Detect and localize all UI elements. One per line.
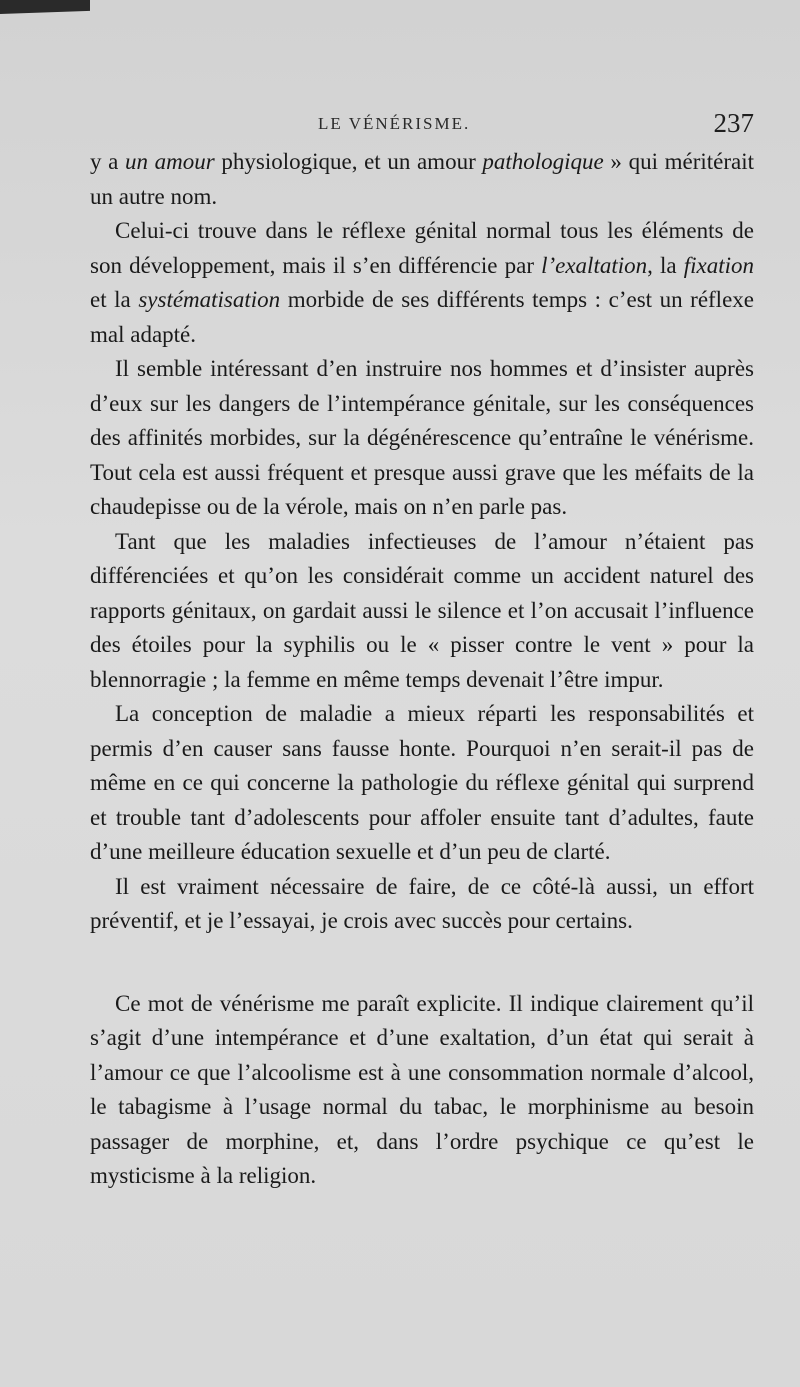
italic-run: fixation: [683, 252, 754, 278]
text-run: y a: [90, 149, 125, 174]
page-number: 237: [713, 108, 754, 138]
paragraph: [90, 352, 754, 525]
text-run: morbide de ses différents temps : c’est un réflexe mal adapté.: [90, 287, 754, 347]
italic-run: pathologique: [482, 149, 604, 174]
paragraph: [90, 987, 754, 1194]
italic-run: un amour: [125, 149, 215, 174]
italic-run: systématisation: [138, 287, 281, 312]
body-text: [90, 145, 754, 1194]
paragraph: [90, 697, 754, 870]
text-run: » qui méritérait un autre nom.: [90, 149, 755, 209]
paragraph: [90, 145, 754, 214]
paragraph: [90, 525, 754, 698]
italic-run: l’exaltation: [541, 252, 648, 278]
running-head: [0, 108, 800, 142]
running-title: LE VÉNÉRISME.: [318, 114, 471, 133]
text-run: physiologique, et un amour: [214, 149, 483, 174]
text-run: Celui-ci trouve dans le réflexe génital normal tous les éléments de son développement, mais il s’en différencie par: [90, 218, 754, 278]
text-run: et la: [90, 287, 139, 312]
paragraph: [90, 214, 754, 352]
text-run: Tant que les maladies infectieuses de l’amour n’étaient pas différenciées et qu’on les considérait comme un accident naturel des rapports génitaux, on gardait aussi le silence et l’on accusait l’influence des étoiles pour la syphilis ou le « pisser contre le vent » pour la blennorragie ; la femme en même temps devenait l’être impur.: [90, 528, 754, 692]
paragraph: [90, 870, 754, 939]
text-run: La conception de maladie a mieux réparti les responsabilités et permis d’en causer sans fausse honte. Pourquoi n’en serait-il pas de même en ce qui concerne la pathologie du réflexe génital qui surprend et trouble tant d’adolescents pour affoler ensuite tant d’adultes, faute d’une meilleure éducation sexuelle et d’un peu de clarté.: [90, 701, 754, 864]
text-run: Il semble intéressant d’en instruire nos hommes et d’insister auprès d’eux sur les dangers de l’intempérance génitale, sur les conséquences des affinités morbides, sur la dégénérescence qu’entraîne le vénérisme. Tout cela est aussi fréquent et presque aussi grave que les méfaits de la chaudepisse ou de la vérole, mais on n’en parle pas.: [90, 356, 754, 519]
text-run: Ce mot de vénérisme me paraît explicite. Il indique clairement qu’il s’agit d’une intempérance et d’une exaltation, d’un état qui serait à l’amour ce que l’alcoolisme est à une consommation normale d’alcool, le tabagisme à l’usage normal du tabac, le morphinisme au besoin passager de morphine, et, dans l’ordre psychique ce qu’est le mysticisme à la religion.: [90, 990, 754, 1188]
text-run: , la: [647, 252, 684, 278]
text-run: Il est vraiment nécessaire de faire, de ce côté-là aussi, un effort préventif, et je l’essayai, je crois avec succès pour certains.: [90, 873, 754, 933]
